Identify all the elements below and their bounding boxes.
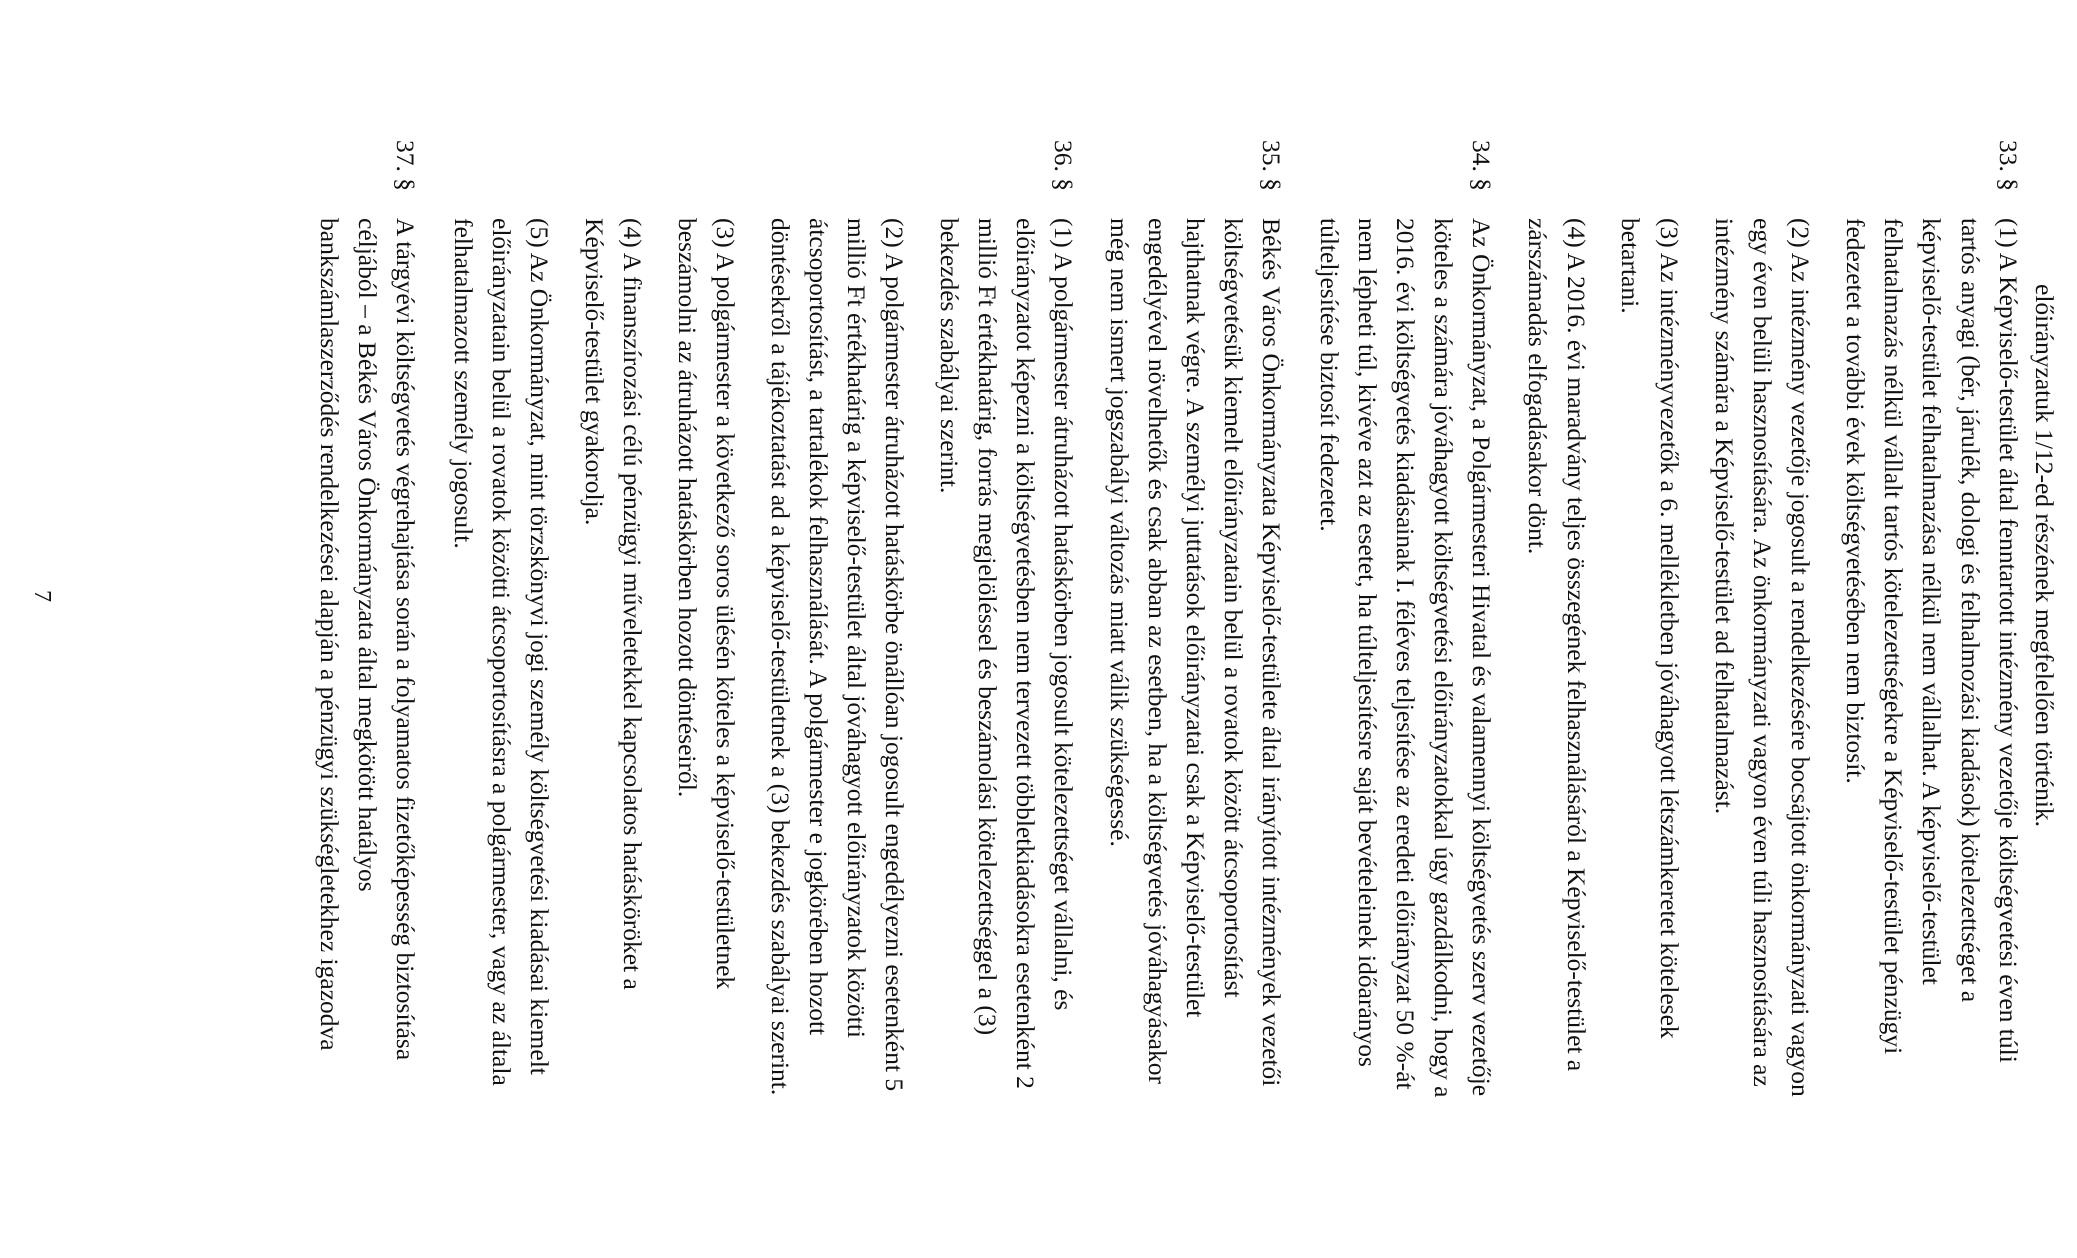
text-line: előirányzatot képezni a költségvetésben nem tervezett többletkiadásokra esetenként 2 [1011, 218, 1040, 1089]
text-line: Az Önkormányzat, a Polgármesteri Hivatal és valamennyi költségvetés szerv vezetője [1467, 218, 1496, 1097]
text-line: (3) A polgármester a következő soros ülésén köteles a képviselő-testületnek [711, 218, 740, 990]
text-line: felhatalmazás nélkül vállalt tartós kötelezettségekre a Képviselő-testület pénzügyi [1879, 218, 1908, 1055]
text-line: A tárgyévi költségvetés végrehajtása során a folyamatos fizetőképesség biztosítása [391, 218, 420, 1061]
text-line: költségvetésük kiemelt előirányzatain belül a rovatok között átcsoportosítást [1219, 218, 1248, 998]
text-line: képviselő-testület felhatalmazása nélkül nem vállalhat. A képviselő-testület [1917, 218, 1946, 985]
text-line: (1) A Képviselő-testület által fenntartott intézmény vezetője költségvetési éven túli [1994, 218, 2023, 1063]
text-line: millió Ft értékhatárig a képviselő-testület által jóváhagyott előirányzatok közötti [842, 218, 871, 1039]
text-line: zárszámadás elfogadásakor dönt. [1523, 218, 1552, 555]
text-line: 2016. évi költségvetés kiadásainak I. féléves teljesítése az eredeti előirányzat 50 %-át [1391, 218, 1420, 1090]
text-line: (2) Az intézmény vezetője jogosult a rendelkezésére bocsájtott önkormányzati vagyon [1786, 218, 1815, 1097]
text-line: (3) Az intézményvezetők a 6. mellékletben jóváhagyott létszámkeretet kötelesek [1655, 218, 1684, 1039]
text-line: bankszámlaszerződés rendelkezései alapján a pénzügyi szükségletekhez igazodva [315, 218, 344, 1051]
section-number: 33. § [1994, 140, 2023, 191]
text-line: (5) Az Önkormányzat, mint törzskönyvi jogi személy költségvetési kiadásai kiemelt [525, 218, 554, 1075]
text-line: (1) A polgármester átruházott hatáskörben jogosult kötelezettséget vállalni, és [1049, 218, 1078, 1011]
text-line: millió Ft értékhatárig, forrás megjelöléssel és beszámolási kötelezettséggel a (3) [973, 218, 1002, 1036]
text-line: bekezdés szabályai szerint. [935, 218, 964, 494]
text-line: Békés Város Önkormányzata Képviselő-testülete által irányított intézmények vezetői [1257, 218, 1286, 1087]
text-line: még nem ismert jogszabályi változás miatt válik szükségessé. [1105, 218, 1134, 847]
section-number: 36. § [1049, 140, 1078, 191]
text-line: nem lépheti túl, kivéve azt az esetet, ha túlteljesítésre saját bevételeinek időarányos [1353, 218, 1382, 1067]
section-number: 35. § [1257, 140, 1286, 191]
text-line: fedezetet a további évek költségvetésében nem biztosít. [1841, 218, 1870, 784]
text-line: előirányzatain belül a rovatok közötti átcsoportosításra a polgármester, vagy az általa [487, 218, 516, 1086]
text-line: felhatalmazott személy jogosult. [449, 218, 478, 549]
text-line: hajthatnak végre. A személyi juttatások előirányzatai csak a Képviselő-testület [1181, 218, 1210, 1018]
page-number: 7 [29, 590, 55, 602]
text-line: (4) A 2016. évi maradvány teljes összegének felhasználásáról a Képviselő-testület a [1562, 218, 1591, 1072]
section-number: 34. § [1467, 140, 1496, 191]
text-line: betartani. [1616, 218, 1645, 314]
text-line: céljából – a Békés Város Önkormányzata által megkötött hatályos [353, 218, 382, 892]
text-line: (2) A polgármester átruházott hatáskörbe önállóan jogosult engedélyezni esetenként 5 [880, 218, 909, 1092]
text-line: beszámolni az átruházott hatáskörben hozott döntéseiről. [673, 218, 702, 798]
text-line: engedélyével növelhetők és csak abban az esetben, ha a költségvetés jóváhagyásakor [1143, 218, 1172, 1084]
text-line: egy éven belüli hasznosítására. Az önkormányzati vagyon éven túli hasznosítására az [1748, 218, 1777, 1087]
text-line: túlteljesítése biztosít fedezetet. [1315, 218, 1344, 532]
text-line: előirányzatuk 1/12-ed részének megfelelően történik. [2030, 284, 2059, 828]
text-line: tartós anyagi (bér, járulék, dologi és felhalmozási kiadások) kötelezettséget a [1956, 218, 1985, 1003]
text-line: Képviselő-testület gyakorolja. [580, 218, 609, 526]
text-line: átcsoportosítást, a tartalékok felhasználását. A polgármester e jogkörében hozott [804, 218, 833, 1036]
section-number: 37. § [391, 140, 420, 191]
text-line: köteles a számára jóváhagyott költségvetési előirányzatokkal úgy gazdálkodni, hogy a [1429, 218, 1458, 1098]
text-line: döntésekről a tájékoztatást ad a képviselő-testületnek a (3) bekezdés szabályai szerint. [766, 218, 795, 1096]
text-line: (4) A finanszírozási célú pénzügyi műveletekkel kapcsolatos hatásköröket a [618, 218, 647, 990]
text-line: intézmény számára a Képviselő-testület ad felhatalmazást. [1710, 218, 1739, 815]
